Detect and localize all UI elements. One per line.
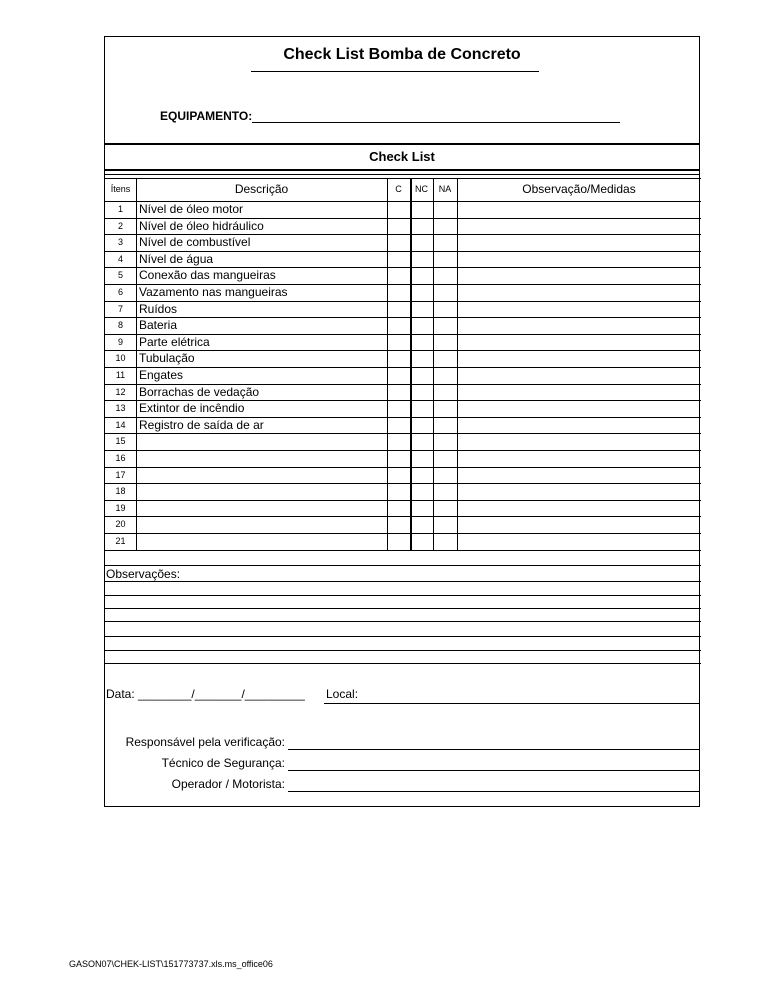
file-path-footer: GASON07\CHEK-LIST\151773737.xls.ms_office06 [69, 959, 273, 969]
observation-line[interactable] [105, 565, 701, 566]
row-description: Registro de saída de ar [139, 417, 264, 432]
table-row [105, 433, 701, 434]
column-header-description: Descrição [234, 182, 289, 196]
signature-label-safety: Técnico de Segurança: [161, 756, 285, 770]
row-description: Nível de óleo motor [139, 202, 244, 216]
local-field[interactable] [324, 703, 700, 704]
row-number: 20 [115, 519, 126, 530]
row-number: 19 [115, 502, 126, 513]
row-number: 5 [117, 270, 123, 281]
row-number: 3 [117, 237, 123, 248]
checklist-header: Check List [369, 149, 435, 164]
observation-line[interactable] [105, 621, 701, 622]
date-field[interactable]: Data: ________/_______/_________ [106, 687, 305, 701]
row-number: 21 [115, 536, 126, 546]
equipment-label: EQUIPAMENTO: [160, 109, 253, 123]
checklist-header-divider [105, 169, 699, 171]
observation-line[interactable] [105, 608, 701, 609]
signature-label-operator: Operador / Motorista: [171, 777, 285, 791]
row-description: Borrachas de vedação [139, 384, 260, 399]
table-row [105, 467, 701, 468]
row-description: Tubulação [139, 351, 195, 366]
row-number: 14 [115, 419, 126, 430]
row-number: 17 [115, 469, 126, 480]
signature-field-operator[interactable] [288, 791, 699, 792]
row-number: 1 [117, 204, 123, 214]
row-number: 9 [117, 336, 123, 347]
row-description: Nível de óleo hidráulico [139, 218, 264, 233]
signature-label-responsible: Responsável pela verificação: [125, 735, 285, 749]
column-header-nc: NC [415, 184, 428, 194]
table-row [105, 483, 701, 484]
observation-line[interactable] [105, 636, 701, 637]
observation-line[interactable] [105, 663, 701, 664]
column-header-na: NA [438, 184, 452, 194]
signature-field-safety[interactable] [288, 770, 699, 771]
column-header-c: C [395, 184, 402, 194]
table-row [105, 367, 701, 368]
column-header-items: Ítens [110, 184, 131, 194]
local-label: Local: [326, 687, 359, 701]
observations-label: Observações: [106, 567, 181, 581]
row-number: 15 [115, 436, 126, 447]
equipment-field[interactable] [252, 122, 620, 123]
section-divider [105, 143, 699, 145]
row-description: Nível de água [139, 251, 214, 266]
row-number: 18 [115, 486, 126, 497]
form-title: Check List Bomba de Concreto [283, 46, 521, 63]
row-number: 2 [117, 220, 123, 231]
table-row [105, 450, 701, 451]
row-description: Nível de combustível [139, 235, 251, 250]
row-description: Engates [139, 368, 184, 382]
checklist-form [104, 36, 700, 807]
table-row [105, 533, 701, 534]
checklist-header-divider-2 [105, 174, 699, 175]
table-row [105, 317, 701, 318]
row-number: 12 [115, 386, 126, 397]
row-number: 13 [115, 403, 126, 414]
column-header-observation: Observação/Medidas [522, 182, 636, 196]
table-row [105, 500, 701, 501]
row-number: 6 [117, 287, 123, 297]
table-header-top [105, 178, 701, 179]
row-number: 10 [115, 353, 126, 364]
row-description: Bateria [139, 318, 178, 333]
row-number: 16 [115, 453, 126, 463]
observation-line[interactable] [105, 650, 701, 651]
row-description: Ruídos [139, 301, 178, 316]
row-description: Extintor de incêndio [139, 401, 245, 416]
signature-field-responsible[interactable] [288, 749, 699, 750]
row-number: 8 [117, 320, 123, 331]
row-number: 11 [115, 370, 126, 380]
row-number: 7 [117, 303, 123, 314]
observation-line[interactable] [105, 595, 701, 596]
row-description: Vazamento nas mangueiras [139, 285, 288, 299]
table-row [105, 550, 701, 551]
table-row [105, 301, 701, 302]
row-number: 4 [117, 253, 123, 264]
row-description: Conexão das mangueiras [139, 268, 276, 283]
table-row [105, 516, 701, 517]
row-description: Parte elétrica [139, 334, 210, 349]
title-underline [251, 71, 539, 72]
observation-line[interactable] [105, 581, 701, 582]
